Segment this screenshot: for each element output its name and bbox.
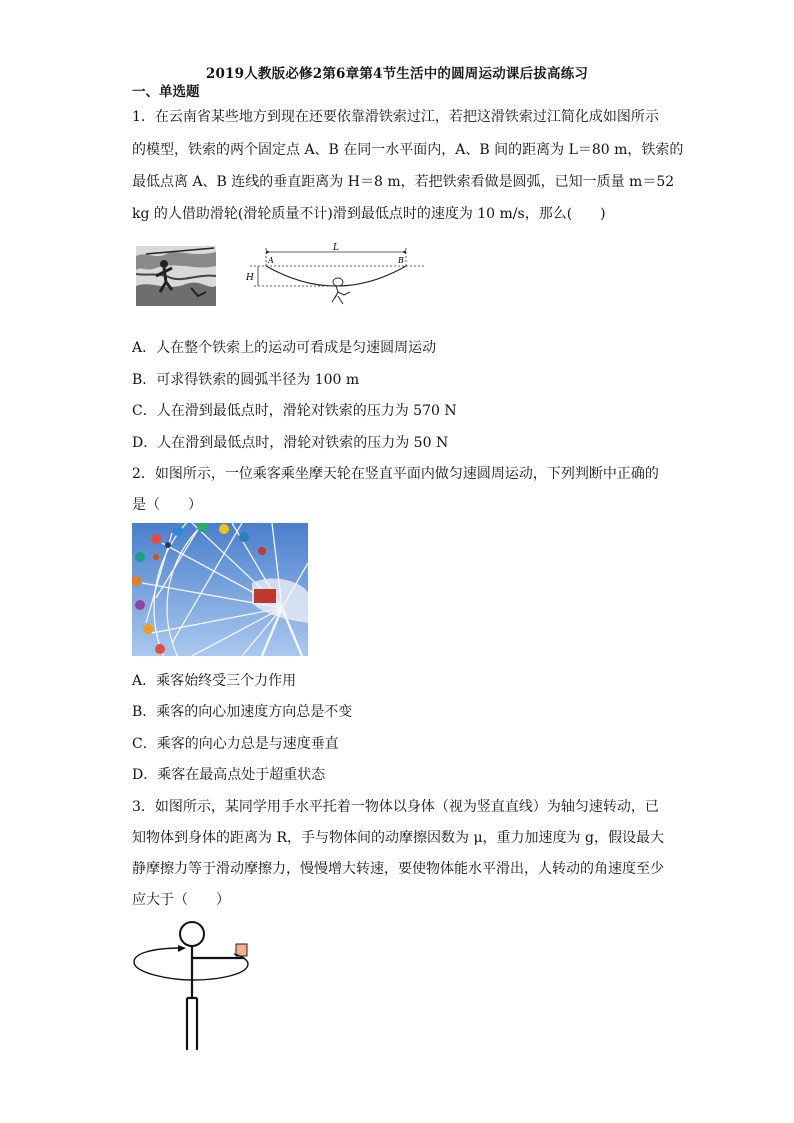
- diagram-label-B: B: [398, 256, 404, 265]
- q2-option-b: B．乘客的向心加速度方向总是不变: [132, 704, 353, 720]
- q2-text-line-2: 是（ ）: [132, 497, 202, 513]
- q3-text-line-3: 静摩擦力等于滑动摩擦力，慢慢增大转速，要使物体能水平滑出，人转动的角速度至少: [132, 861, 664, 877]
- q2-option-d: D．乘客在最高点处于超重状态: [132, 767, 326, 783]
- diagram-label-A: A: [268, 256, 274, 265]
- q1-option-d: D．人在滑到最低点时，滑轮对铁索的压力为 50 N: [132, 435, 449, 451]
- zipline-model-diagram: [240, 240, 430, 320]
- diagram-label-H: H: [246, 273, 254, 283]
- q2-text-line-1: 2．如图所示，一位乘客乘坐摩天轮在竖直平面内做匀速圆周运动，下列判断中正确的: [132, 466, 659, 482]
- ferris-wheel-photo: [132, 523, 308, 656]
- q3-text-line-1: 3．如图所示，某同学用手水平托着一物体以身体（视为竖直直线）为轴匀速转动，已: [132, 799, 659, 815]
- q1-text-line-2: 的模型，铁索的两个固定点 A、B 在同一水平面内，A、B 间的距离为 L＝80 m，铁索的: [132, 142, 684, 158]
- q1-option-b: B．可求得铁索的圆弧半径为 100 m: [132, 372, 360, 388]
- q2-option-a: A．乘客始终受三个力作用: [132, 673, 297, 689]
- q1-text-line-1: 1．在云南省某些地方到现在还要依靠滑铁索过江，若把这滑铁索过江简化成如图所示: [132, 109, 659, 125]
- q1-text-line-3: 最低点离 A、B 连线的垂直距离为 H＝8 m，若把铁索看做是圆弧，已知一质量 m＝52: [132, 174, 675, 190]
- page-title: 2019人教版必修2第6章第4节生活中的圆周运动课后拔高练习: [205, 66, 589, 82]
- rotating-person-diagram: [130, 918, 260, 1053]
- zipline-photo: [136, 246, 216, 306]
- q1-option-c: C．人在滑到最低点时，滑轮对铁索的压力为 570 N: [132, 403, 457, 419]
- q3-text-line-4: 应大于（ ）: [132, 892, 230, 908]
- q1-text-line-4: kg 的人借助滑轮(滑轮质量不计)滑到最低点时的速度为 10 m/s，那么( ): [132, 206, 606, 222]
- q3-text-line-2: 知物体到身体的距离为 R，手与物体间的动摩擦因数为 μ，重力加速度为 g，假设最大: [132, 830, 664, 846]
- q1-option-a: A．人在整个铁索上的运动可看成是匀速圆周运动: [132, 340, 437, 356]
- section-heading: 一、单选题: [132, 84, 200, 100]
- q2-option-c: C．乘客的向心力总是与速度垂直: [132, 736, 339, 752]
- diagram-label-L: L: [333, 243, 339, 253]
